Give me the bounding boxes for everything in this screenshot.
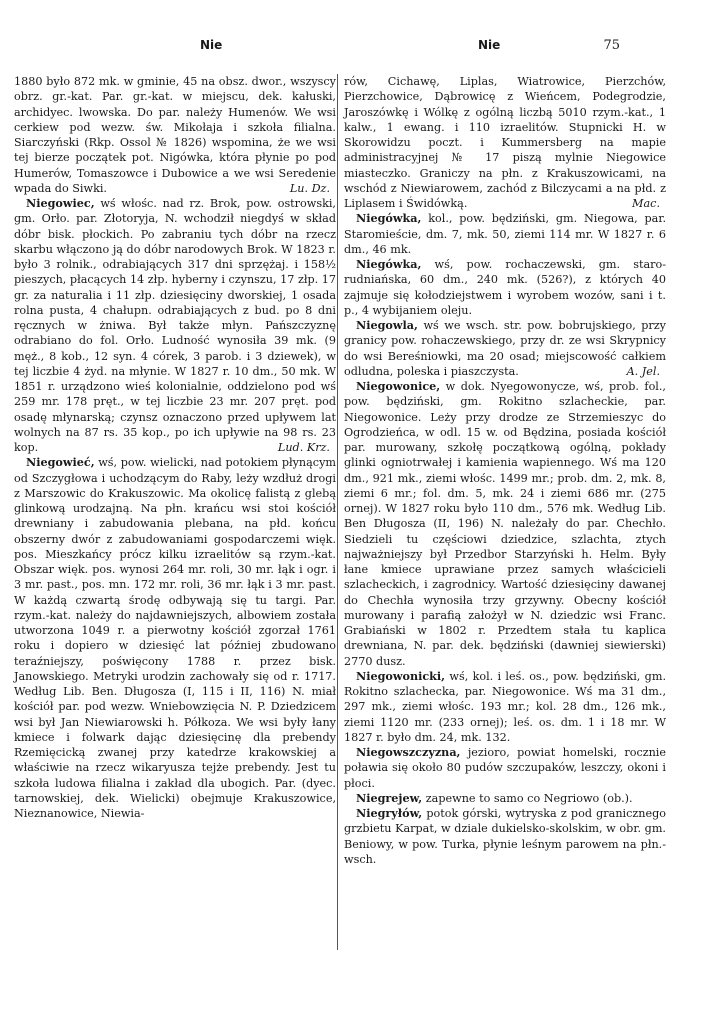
author-signature: Lud. Krz. — [277, 441, 330, 454]
entry-text: wś, kol. i leś. os., pow. będziński, gm. Rokitno szlachecka, par. Niegowonice. Wś ma 31 dm., 297 mk., ziemi włośc. 193 mr.; kol. 28 dm., 126 mk., ziemi 1120 mr. (233 ornej); leś. os. dm. 1 i 18 mr. W 1827 r. było dm. 24, mk. 132. — [344, 669, 666, 744]
entry — [344, 791, 666, 806]
entry-text: wś, pow. wielicki, nad potokiem płynącym od Szczygłowa i uchodzącym do Raby, leży wzdłuż drogi z Marszowic do Krakuszowic. Ma okolicę falistą z glebą glinkową urodzajną. Na płn. krańcu wsi stoi kościół drewniany i zabudowania plebana, na płd. końcu obszerny dwór z zabudowaniami gospodarczemi więk. pos. Mieszkańcy prócz kilku izraelitów są rzym.-kat. Obszar więk. pos. wynosi 264 mr. roli, 30 mr. łąk i ogr. i 3 mr. past., pos. mn. 172 mr. roli, 36 mr. łąk i 3 mr. past. W każdą czwartą środę odbywają się tu targi. Par. rzym.-kat. należy do najdawniejszych, albowiem została utworzona 1049 r. a pierwotny kościół zgorzał 1761 roku i dopiero w dziesięć lat później zbudowano teraźniejszy, poświęcony 1788 r. przez bisk. Janowskiego. Metryki urodzin zachowały się od r. 1717. Według Lib. Ben. Długosza (I, 115 i II, 116) N. miał kościół par. pod wezw. Wniebowzięcia N. P. Dziedzicem wsi był Jan Niewiarowski h. Półkoza. We wsi były łany kmiece i folwark dając dziesięcinę dla prebendy Rzemięcicką zwanej przy katedrze krakowskiej a właściwie na rzecz wikaryusza tejże prebendy. Jest tu szkoła ludowa filialna i zakład dla ubogich. Par. (dyec. tarnowskiej, dek. Wielicki) obejmuje Krakuszowice, Nieznanowice, Niewia- — [14, 456, 336, 820]
entry — [344, 211, 666, 257]
entry-text: kol., pow. będziński, gm. Niegowa, par. Staromieście, dm. 7, mk. 50, ziemi 114 mr. W 1827 r. 6 dm., 46 mk. — [344, 212, 667, 256]
entry-headword: Niegowonice, — [356, 379, 441, 393]
running-head-right: Nie — [478, 38, 501, 52]
entry — [344, 745, 666, 791]
entry-text: rów, Cichawę, Liplas, Wiatrowice, Pierzchów, Pierzchowice, Dąbrowicę z Wieńcem, Podegrodzie, Jaroszówkę i Wólkę z ogólną liczbą 5010 rzym.-kat., 1 kalw., 1 ewang. i 110 izraelitów. Stupnicki H. w Skorowidzu poczt. i Kummersberg na mapie administracyjnej № 17 piszą mylnie Niegowice miasteczko. Graniczy na płn. z Krakuszowicami, na wschód z Niewiarowem, zachód z Bilczycami a na płd. z Liplasem i Świdówką. — [344, 75, 666, 210]
entry-text: zapewne to samo co Negriowo (ob.). — [425, 791, 633, 805]
author-signature: Lu. Dz. — [289, 181, 330, 195]
entry — [344, 74, 666, 211]
entry — [344, 379, 666, 669]
entry — [14, 455, 336, 821]
entry-text: jezioro, powiat homelski, rocznie poławia się około 80 pudów szczupaków, leszczy, okoni i płoci. — [344, 746, 667, 790]
entry-text: w dok. Nyegowonycze, wś, prob. fol., pow. będziński, gm. Rokitno szlacheckie, par. Niegowonice. Leży przy drodze ze Strzemieszyc do Ogrodzieńca, w odl. 15 w. od Będzina, posiada kościół par. murowany, szkołę początkową ogólną, pokłady glinki ogniotrwałej i kamienia wapiennego. Wś ma 120 dm., 921 mk., ziemi włośc. 1499 mr.; prob. dm. 2, mk. 8, ziemi 6 mr.; fol. dm. 5, mk. 24 i ziemi 686 mr. (275 ornej). W 1827 roku było 110 dm., 576 mk. Według Lib. Ben Długosza (II, 196) N. należały do par. Chechło. Siedzieli tu częściowi dziedzice, szlachta, ztych najważniejszy był Przedbor Starzyński h. Helm. Były łane kmiece uprawiane przez samych właścicieli szlacheckich, i zagrodnicy. Wartość dziesięciny dawanej do Chechła wynosiła trzy grzywny. Obecny kościół murowany i parafią założył w N. dziedzic wsi Franc. Grabiański w 1802 r. Przedtem stała tu kaplica drewniana, N. par. dek. będziński (dawniej siewierski) 2770 dusz. — [344, 380, 666, 668]
entry-text: 1880 było 872 mk. w gminie, 45 na obsz. dwor., wszyscy obrz. gr.-kat. Par. gr.-kat. w miejscu, dek. kałuski, archidyec. lwowska. Do par. należy Humenów. We wsi cerkiew pod wezw. św. Mikołaja i szkoła filialna. Siarczyński (Rkp. Ossol № 1826) wspomina, że we wsi tej bierze początek pot. Nigówka, która płynie po pod Humerów, Tomaszowce i Dubowice a we wsi Seredenie wpada do Siwki. — [14, 75, 336, 195]
entry-headword: Niegryłów, — [356, 806, 423, 820]
entry — [344, 669, 666, 745]
entry — [344, 318, 666, 379]
entry-text: wś we wsch. str. pow. bobrujskiego, przy granicy pow. rohaczewskiego, przy dr. ze wsi Skrypnicy do wsi Bereśniowki, ma 20 osad; miejscowość całkiem odludna, poleska i piaszczysta. — [344, 319, 666, 378]
entry-headword: Niegowiec, — [26, 196, 95, 210]
entry-headword: Niegowonicki, — [356, 668, 446, 683]
column-divider — [337, 74, 338, 950]
entry-headword: Niegrejew, — [356, 790, 423, 805]
author-signature: Mac. — [632, 197, 660, 210]
left-column — [14, 74, 336, 821]
entry-headword: Niegowieć, — [26, 455, 95, 470]
page-header — [0, 38, 720, 58]
entry-headword: Niegówka, — [356, 211, 422, 226]
right-column — [344, 74, 666, 867]
entry-headword: Niegowszczyzna, — [356, 745, 461, 759]
entry-headword: Niegówka, — [356, 257, 422, 271]
author-signature: A. Jel. — [626, 364, 660, 378]
entry — [14, 196, 336, 455]
entry-headword: Niegowla, — [356, 318, 418, 332]
entry — [344, 257, 666, 318]
entry — [14, 74, 336, 196]
running-head-left: Nie — [200, 38, 223, 52]
entry-text: potok górski, wytryska z pod granicznego grzbietu Karpat, w dziale dukielsko-skolskim, w obr. gm. Beniowy, w pow. Turka, płynie leśnym parowem na płn.-wsch. — [344, 807, 666, 866]
entry-text: wś, pow. rochaczewski, gm. staro-rudniańska, 60 dm., 240 mk. (526?), z których 40 zajmuje się kołodziejstwem i wyrobem wozów, sani i t. p., 4 wybijaniem oleju. — [344, 258, 666, 317]
entry — [344, 806, 666, 867]
entry-text: wś włośc. nad rz. Brok, pow. ostrowski, gm. Orło. par. Złotoryja, N. wchodził niegdyś w skład dóbr bisk. płockich. Po zabraniu tych dóbr na rzecz skarbu włączono ją do dóbr narodowych Brok. W 1823 r. było 3 rolnik., odrabiających 317 dni sprzężaj. i 158½ pieszych, płacących 14 złp. hyberny i czynszu, 17 złp. 17 gr. za naturalia i 11 złp. dziesięciny dworskiej, 1 osada rolna pusta, 4 chałupn. odrabiających z bud. po 8 dni ręcznych w żniwa. Był także młyn. Pańszczyznę odrabiano do fol. Orło. Ludność wynosiła 39 mk. (9 męż., 8 kob., 12 syn. 4 córek, 3 parob. i 3 dziewek), w tej liczbie 4 żyd. na młynie. W 1827 r. 10 dm., 50 mk. W 1851 r. urządzono wieś kolonialnie, oddzielono pod wś 259 mr. 178 pręt., w tej liczbie 23 mr. 207 pręt. pod osadę młynarską; czynsz oznaczono przed upływem lat wolnych na 87 rs. 35 kop., po ich upływie na 98 rs. 23 kop. — [14, 197, 336, 454]
page-number: 75 — [603, 38, 620, 53]
